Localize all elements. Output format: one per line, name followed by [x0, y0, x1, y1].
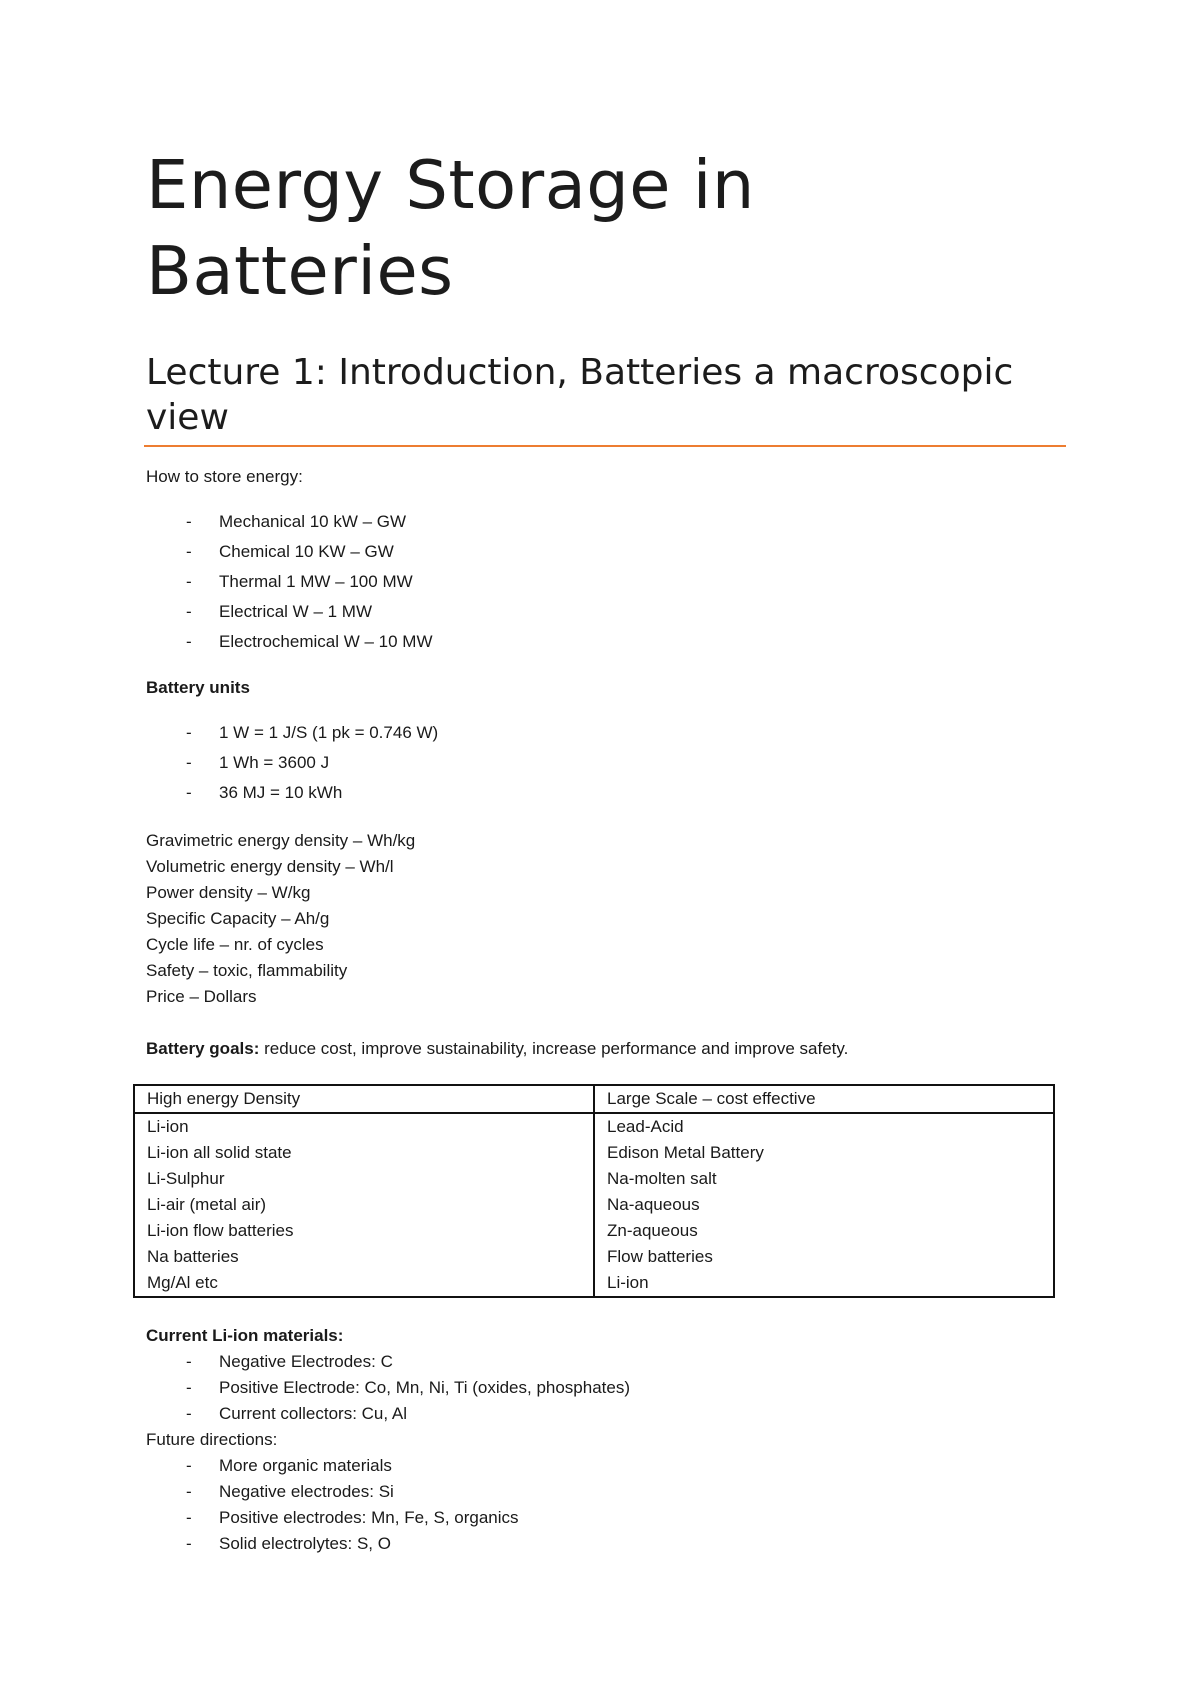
- metric-line: Cycle life – nr. of cycles: [146, 935, 324, 954]
- list-item: - 1 Wh = 3600 J: [146, 748, 438, 778]
- future-directions-heading: Future directions:: [146, 1430, 278, 1449]
- table-cell-line: Li-ion: [607, 1273, 649, 1292]
- document-title: Energy Storage in Batteries: [146, 146, 755, 310]
- list-item: - Negative electrodes: Si: [146, 1479, 519, 1505]
- future-directions-list: [146, 1453, 519, 1557]
- list-item: - Electrical W – 1 MW: [146, 597, 433, 627]
- metric-line: Volumetric energy density – Wh/l: [146, 857, 394, 876]
- store-energy-heading: How to store energy:: [146, 467, 303, 486]
- column-header-large-scale: Large Scale – cost effective: [594, 1085, 1054, 1113]
- list-item: - More organic materials: [146, 1453, 519, 1479]
- table-cell-line: Li-ion: [147, 1117, 189, 1136]
- table-cell-line: Na-molten salt: [607, 1169, 717, 1188]
- metric-line: Gravimetric energy density – Wh/kg: [146, 831, 416, 850]
- table-cell-line: Flow batteries: [607, 1247, 713, 1266]
- table-cell-line: Lead-Acid: [607, 1117, 684, 1136]
- table-cell-line: Li-air (metal air): [147, 1195, 267, 1214]
- list-item: - Current collectors: Cu, Al: [146, 1401, 630, 1427]
- table-cell-line: Li-Sulphur: [147, 1169, 225, 1188]
- list-item: - Mechanical 10 kW – GW: [146, 507, 433, 537]
- list-item: - Positive electrodes: Mn, Fe, S, organics: [146, 1505, 519, 1531]
- column-header-high-energy: High energy Density: [134, 1085, 594, 1113]
- list-item: - 36 MJ = 10 kWh: [146, 778, 438, 808]
- battery-goals-label: Battery goals:: [146, 1039, 260, 1058]
- table-cell-line: Mg/Al etc: [147, 1273, 218, 1292]
- table-cell-line: Zn-aqueous: [607, 1221, 698, 1240]
- list-item: - 1 W = 1 J/S (1 pk = 0.746 W): [146, 718, 438, 748]
- battery-units-list: [146, 718, 438, 808]
- list-item: - Electrochemical W – 10 MW: [146, 627, 433, 657]
- battery-goals-text: reduce cost, improve sustainability, increase performance and improve safety.: [259, 1039, 849, 1058]
- metric-line: Specific Capacity – Ah/g: [146, 909, 330, 928]
- high-energy-cell: [134, 1113, 594, 1297]
- large-scale-cell: [594, 1113, 1054, 1297]
- list-item: - Negative Electrodes: C: [146, 1349, 630, 1375]
- battery-comparison-table: [133, 1084, 1055, 1298]
- table-cell-line: Li-ion all solid state: [147, 1143, 292, 1162]
- list-item: - Thermal 1 MW – 100 MW: [146, 567, 433, 597]
- battery-units-heading: Battery units: [146, 678, 250, 697]
- table-row: [134, 1113, 1054, 1297]
- title-divider: [144, 445, 1066, 447]
- lecture-subtitle: Lecture 1: Introduction, Batteries a macroscopic view: [146, 352, 1014, 438]
- metric-line: Safety – toxic, flammability: [146, 961, 348, 980]
- list-item: - Solid electrolytes: S, O: [146, 1531, 519, 1557]
- list-item: - Chemical 10 KW – GW: [146, 537, 433, 567]
- metrics-list: [146, 828, 415, 1010]
- table-header-row: [134, 1085, 1054, 1113]
- current-materials-list: [146, 1349, 630, 1427]
- table-cell-line: Na-aqueous: [607, 1195, 700, 1214]
- metric-line: Price – Dollars: [146, 987, 257, 1006]
- table-cell-line: Na batteries: [147, 1247, 239, 1266]
- list-item: - Positive Electrode: Co, Mn, Ni, Ti (oxides, phosphates): [146, 1375, 630, 1401]
- battery-goals: [146, 1036, 848, 1062]
- store-energy-list: [146, 507, 433, 657]
- table-cell-line: Li-ion flow batteries: [147, 1221, 294, 1240]
- current-materials-heading: Current Li-ion materials:: [146, 1326, 344, 1345]
- table-cell-line: Edison Metal Battery: [607, 1143, 764, 1162]
- metric-line: Power density – W/kg: [146, 883, 311, 902]
